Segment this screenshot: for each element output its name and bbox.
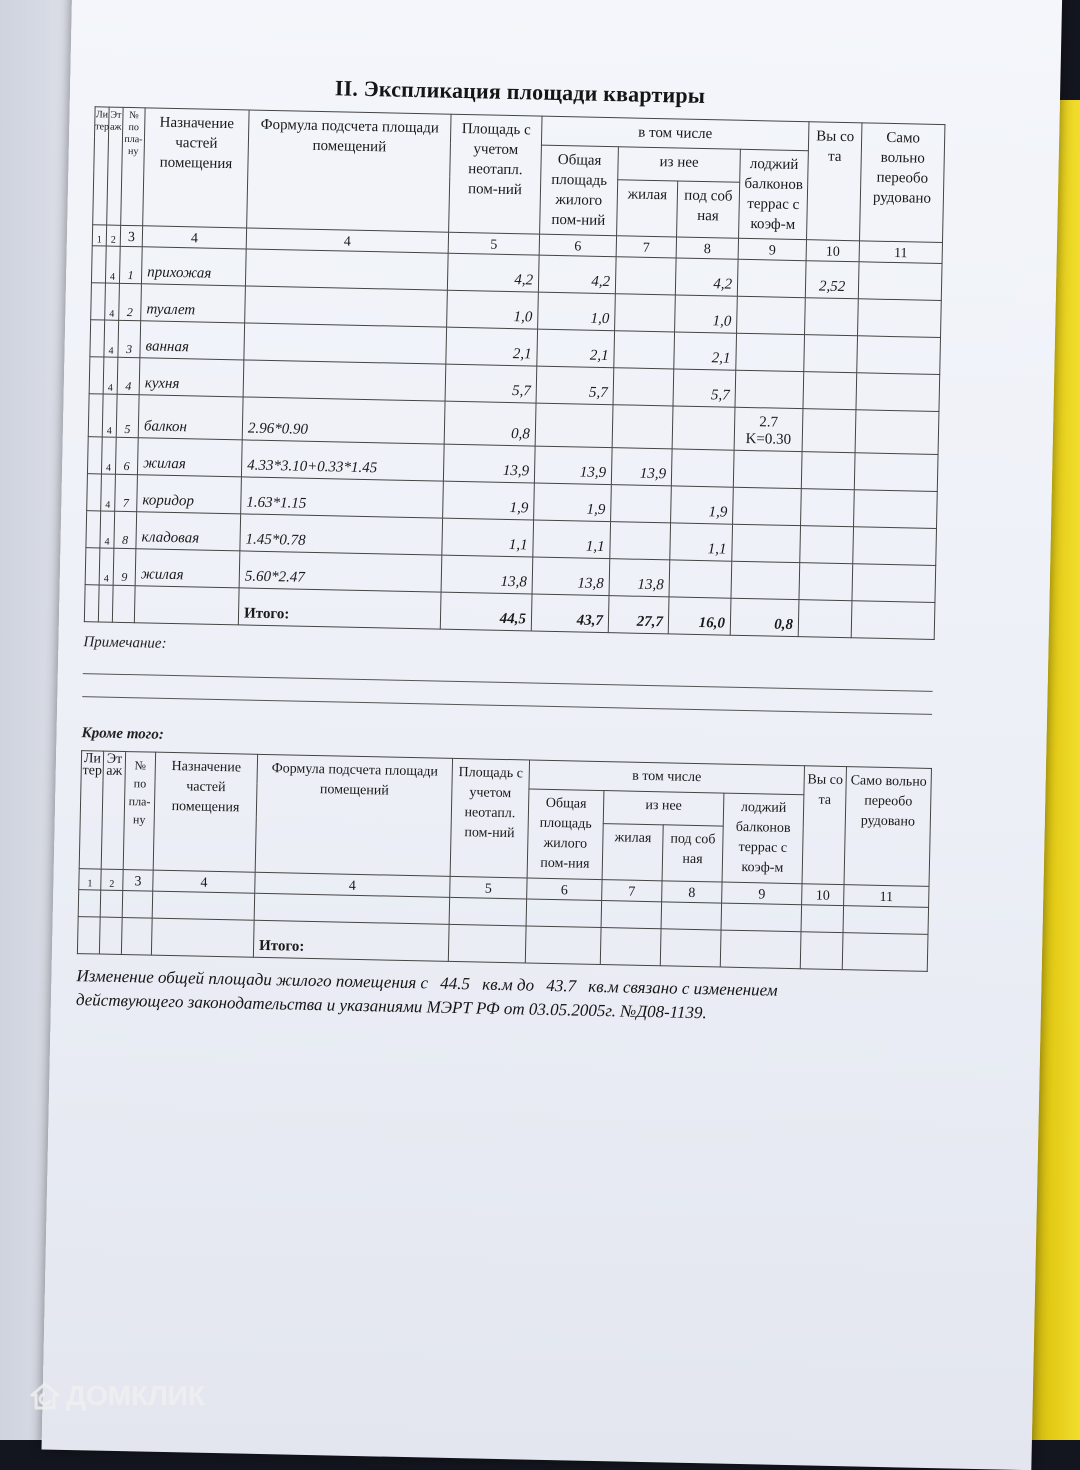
- cell-area: 1,0: [447, 290, 539, 329]
- cell-living: [610, 522, 671, 560]
- total-label: Итого:: [253, 920, 449, 961]
- cell-height: [803, 372, 857, 410]
- header-height: Вы со та: [807, 122, 862, 241]
- cell-formula: [245, 286, 448, 327]
- cell-height: [802, 409, 856, 453]
- header-plan-no: № по пла- ну: [121, 107, 145, 225]
- cell-floor: 4: [104, 320, 119, 357]
- header-formula: Формула подсчета площади помещений: [255, 754, 452, 876]
- column-number: 5: [448, 232, 539, 255]
- cell-aux: 1,1: [670, 523, 733, 561]
- cell-empty: [152, 891, 255, 920]
- cell-formula: 1.63*1.15: [241, 477, 444, 518]
- cell-self: [853, 527, 937, 566]
- footer-area-from: 44.5: [440, 973, 471, 994]
- cell-balcony: [736, 333, 805, 371]
- header-self-rebuilt: Само вольно переобо рудовано: [844, 767, 931, 887]
- cell-aux: [671, 449, 734, 487]
- cell-empty: [121, 918, 152, 956]
- cell-no: 8: [114, 511, 137, 548]
- cell-living: [615, 257, 676, 295]
- column-number: 4: [142, 226, 246, 249]
- cell-no: 3: [118, 320, 141, 357]
- cell-empty: [798, 600, 852, 638]
- cell-formula: 5.60*2.47: [239, 551, 442, 592]
- cell-height: [800, 526, 854, 564]
- column-number: 6: [539, 234, 616, 257]
- cell-total: 5,7: [536, 366, 614, 405]
- header-including: в том числе: [529, 760, 805, 795]
- cell-area: 13,9: [443, 444, 535, 483]
- cell-aux: 5,7: [673, 369, 736, 407]
- cell-name: балкон: [138, 395, 243, 440]
- cell-height: [801, 452, 855, 490]
- cell-floor: 4: [101, 474, 116, 511]
- cell-self: [855, 410, 939, 455]
- cell-height: [805, 298, 859, 336]
- cell-balcony: [733, 487, 802, 525]
- cell-empty: [112, 585, 135, 622]
- header-total-living-area: Общая площадь жилого пом-ний: [540, 145, 619, 236]
- cell-empty: [721, 903, 802, 932]
- cell-living: [615, 294, 676, 332]
- cell-area: 13,8: [441, 555, 533, 594]
- total-balcony: 0,8: [730, 598, 799, 636]
- cell-total: 13,9: [534, 446, 612, 485]
- header-auxiliary: под соб ная: [662, 825, 723, 882]
- cell-empty: [843, 906, 929, 935]
- total-aux: 16,0: [668, 597, 731, 635]
- cell-empty: [98, 585, 113, 622]
- besides-label: Кроме того:: [81, 725, 164, 743]
- cell-name: кладовая: [136, 512, 241, 551]
- footer-text-1: Изменение общей площади жилого помещения с: [76, 966, 429, 993]
- cell-living: 13,9: [611, 448, 672, 486]
- column-number: 1: [92, 225, 106, 246]
- cell-liter: [87, 474, 102, 511]
- column-number: 10: [802, 884, 844, 906]
- cell-empty: [78, 890, 101, 917]
- cell-empty: [600, 928, 661, 966]
- header-living: жилая: [602, 824, 663, 881]
- cell-no: 5: [116, 394, 139, 437]
- column-number: 8: [662, 881, 722, 903]
- cell-name: туалет: [141, 284, 246, 323]
- cell-floor: 4: [101, 437, 116, 474]
- explication-table: [84, 106, 946, 640]
- document-content: [76, 70, 946, 1030]
- cell-empty: [842, 933, 928, 972]
- note-section: [82, 634, 933, 715]
- header-area-total: Площадь с учетом неотапл. пом-ний: [450, 758, 529, 878]
- column-number: 11: [844, 885, 929, 908]
- cell-total: 4,2: [538, 255, 616, 294]
- column-number: 2: [106, 225, 120, 246]
- cell-no: 2: [119, 283, 142, 320]
- column-number: 9: [738, 238, 806, 260]
- cell-aux: 2,1: [674, 332, 737, 370]
- cell-formula: 2.96*0.90: [242, 397, 445, 444]
- header-of-which: из нее: [603, 791, 724, 827]
- cell-name: кухня: [139, 358, 244, 397]
- cell-empty: [100, 890, 123, 917]
- cell-living: 13,8: [609, 559, 670, 597]
- header-self-rebuilt: Само вольно переобо рудовано: [860, 123, 945, 243]
- total-area: 44,5: [440, 592, 532, 631]
- column-number: 1: [79, 869, 101, 890]
- cell-aux: [672, 406, 735, 450]
- cell-floor: 4: [102, 394, 117, 437]
- cell-empty: [99, 917, 122, 954]
- cell-area: 1,1: [442, 518, 534, 557]
- column-number: 11: [859, 241, 942, 264]
- cell-empty: [151, 918, 254, 957]
- cell-empty: [526, 899, 602, 928]
- cell-self: [858, 262, 942, 301]
- cell-no: 4: [117, 357, 140, 394]
- header-height: Вы со та: [802, 766, 846, 885]
- cell-liter: [89, 357, 104, 394]
- footer-unit: кв.м до: [482, 974, 535, 995]
- cell-height: [804, 335, 858, 373]
- cell-balcony: 2.7 K=0.30: [734, 407, 803, 451]
- cell-liter: [87, 437, 102, 474]
- total-total: 43,7: [531, 594, 609, 633]
- cell-name: прихожая: [141, 247, 246, 286]
- cell-area: 5,7: [445, 364, 537, 403]
- cell-floor: 4: [103, 357, 118, 394]
- cell-height: 2,52: [805, 261, 859, 299]
- cell-self: [857, 336, 941, 375]
- cell-name: жилая: [135, 549, 240, 588]
- cell-self: [854, 490, 938, 529]
- header-room-purpose: Назначение частей помещения: [143, 108, 249, 228]
- column-number: 6: [527, 878, 602, 901]
- cell-formula: [244, 323, 447, 364]
- header-formula: Формула подсчета площади помещений: [247, 110, 451, 232]
- header-including: в том числе: [541, 116, 809, 151]
- cell-empty: [720, 930, 801, 969]
- header-balconies: лоджий балконов террас с коэф-м: [722, 793, 804, 884]
- cell-empty: [77, 917, 100, 954]
- column-number: 9: [722, 882, 802, 905]
- footer-text-3: действующего законодательства и указаниями МЭРТ РФ от 03.05.2005г. №Д08-1139.: [75, 990, 707, 1023]
- cell-area: 4,2: [447, 253, 539, 292]
- cell-name: коридор: [137, 475, 242, 514]
- cell-balcony: [737, 259, 806, 297]
- cell-liter: [88, 394, 103, 437]
- column-number: 3: [120, 225, 142, 246]
- cell-empty: [525, 926, 601, 965]
- cell-aux: 1,0: [675, 295, 738, 333]
- cell-liter: [91, 283, 106, 320]
- column-number: 8: [676, 237, 738, 259]
- house-logo-icon: [30, 1381, 60, 1411]
- cell-self: [856, 373, 940, 412]
- cell-empty: [122, 891, 153, 919]
- cell-total: 2,1: [537, 329, 615, 368]
- cell-area: 0,8: [444, 401, 536, 446]
- column-number: 10: [806, 240, 859, 262]
- column-number: 3: [123, 870, 153, 892]
- total-living: 27,7: [608, 596, 669, 634]
- header-living: жилая: [617, 180, 678, 237]
- cell-formula: 4.33*3.10+0.33*1.45: [241, 440, 444, 481]
- cell-aux: [669, 560, 732, 598]
- cell-liter: [85, 548, 100, 585]
- cell-empty: [84, 585, 99, 622]
- cell-living: [611, 485, 672, 523]
- cell-balcony: [735, 370, 804, 408]
- cell-empty: [800, 932, 843, 970]
- cell-height: [801, 489, 855, 527]
- cell-balcony: [732, 524, 801, 562]
- header-room-purpose: Назначение частей помещения: [153, 752, 257, 872]
- cell-self: [854, 453, 938, 492]
- cell-living: [614, 331, 675, 369]
- cell-empty: [254, 893, 450, 924]
- cell-floor: 4: [105, 246, 120, 283]
- header-of-which: из нее: [618, 147, 741, 183]
- cell-total: 1,0: [538, 292, 616, 331]
- cell-empty: [601, 901, 662, 929]
- cell-aux: 4,2: [675, 258, 738, 296]
- column-number: 5: [450, 876, 527, 899]
- cell-area: 1,9: [443, 481, 535, 520]
- cell-living: [612, 405, 673, 449]
- header-liter: Ли тер: [79, 751, 103, 869]
- cell-no: 9: [113, 548, 136, 585]
- cell-no: 1: [119, 246, 142, 283]
- cell-no: 6: [115, 437, 138, 474]
- cell-formula: 1.45*0.78: [240, 514, 443, 555]
- column-number: 4: [255, 872, 450, 897]
- cell-floor: 4: [99, 548, 114, 585]
- header-area-total: Площадь с учетом неотапл. пом-ний: [449, 114, 542, 234]
- cell-liter: [91, 246, 106, 283]
- footer-area-to: 43.7: [546, 975, 577, 996]
- cell-total: [535, 403, 613, 448]
- cell-balcony: [731, 561, 800, 599]
- total-label: Итого:: [238, 588, 441, 629]
- cell-empty: [661, 902, 722, 930]
- header-balconies: лоджий балконов террас с коэф-м: [739, 149, 809, 239]
- header-liter: Ли тер: [93, 107, 109, 225]
- note-label: Примечание:: [83, 634, 167, 652]
- cell-aux: 1,9: [671, 486, 734, 524]
- cell-formula: [245, 249, 448, 290]
- footer-statement: [76, 964, 927, 1030]
- cell-empty: [801, 905, 844, 933]
- document-title: II. Экспликация площади квартиры: [334, 75, 706, 109]
- cell-area: 2,1: [446, 327, 538, 366]
- additional-table: [77, 750, 932, 972]
- cell-no: 7: [115, 474, 138, 511]
- header-plan-no: № по пла- ну: [123, 752, 155, 871]
- column-number: 7: [602, 880, 662, 902]
- cell-empty: [660, 929, 721, 967]
- cell-self: [852, 564, 936, 603]
- cell-empty: [449, 897, 527, 926]
- cell-floor: 4: [100, 511, 115, 548]
- column-number: 7: [616, 236, 676, 258]
- cell-formula: [243, 360, 446, 401]
- column-number: 4: [246, 228, 448, 253]
- footer-text-2: кв.м связано с изменением: [588, 976, 778, 1000]
- column-number: 4: [153, 870, 255, 893]
- watermark-text: ДОМКЛИК: [66, 1380, 206, 1411]
- watermark: [30, 1380, 205, 1412]
- cell-empty: [851, 601, 935, 640]
- cell-self: [858, 299, 942, 338]
- header-floor: Эт аж: [107, 107, 123, 225]
- cell-balcony: [733, 450, 802, 488]
- cell-total: 13,8: [532, 557, 610, 596]
- cell-empty: [134, 586, 239, 625]
- cell-floor: 4: [105, 283, 120, 320]
- cell-name: ванная: [140, 321, 245, 360]
- cell-empty: [448, 924, 526, 963]
- cell-living: [613, 368, 674, 406]
- cell-liter: [86, 511, 101, 548]
- cell-total: 1,1: [533, 520, 611, 559]
- cell-total: 1,9: [534, 483, 612, 522]
- header-auxiliary: под соб ная: [677, 181, 740, 238]
- header-floor: Эт аж: [101, 751, 125, 869]
- cell-height: [799, 563, 853, 601]
- header-total-living-area: Общая площадь жилого пом-ния: [527, 789, 604, 880]
- document-page: [42, 0, 1063, 1470]
- cell-liter: [90, 320, 105, 357]
- column-number: 2: [101, 869, 123, 890]
- cell-name: жилая: [137, 438, 242, 477]
- cell-balcony: [737, 296, 806, 334]
